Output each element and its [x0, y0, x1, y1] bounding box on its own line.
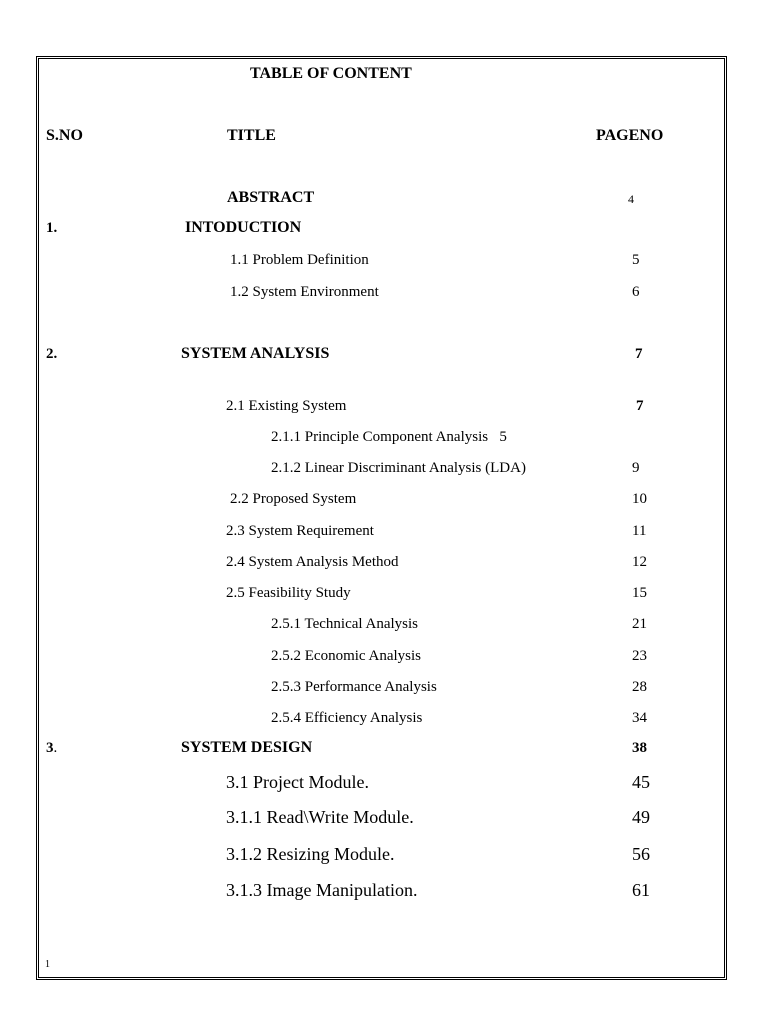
- toc-page: 7: [636, 398, 644, 414]
- toc-title: INTODUCTION: [185, 219, 302, 236]
- toc-page: 28: [632, 679, 647, 695]
- toc-title: 2.5.1 Technical Analysis: [271, 616, 418, 632]
- toc-title: 2.5 Feasibility Study: [226, 585, 351, 601]
- toc-page: 61: [632, 880, 650, 900]
- toc-title: 3.1.1 Read\Write Module.: [226, 807, 414, 827]
- toc-page: 12: [632, 554, 647, 570]
- column-header-sno: S.NO: [46, 127, 83, 144]
- toc-title: 2.5.4 Efficiency Analysis: [271, 710, 423, 726]
- toc-title: 2.5.2 Economic Analysis: [271, 648, 421, 664]
- toc-title: 3.1.3 Image Manipulation.: [226, 880, 418, 900]
- toc-page: 15: [632, 585, 647, 601]
- footer-page-number: 1: [45, 959, 50, 970]
- toc-page: 34: [632, 710, 647, 726]
- toc-title: 1.1 Problem Definition: [230, 252, 369, 268]
- toc-sno: 3.: [46, 740, 58, 756]
- toc-title: 2.2 Proposed System: [230, 491, 357, 507]
- toc-page: 4: [628, 192, 634, 206]
- toc-title: 2.1.1 Principle Component Analysis 5: [271, 429, 507, 445]
- toc-page: 9: [632, 460, 640, 476]
- toc-title: 3.1.2 Resizing Module.: [226, 844, 395, 864]
- toc-sno: 2.: [46, 346, 58, 362]
- toc-page: 38: [632, 740, 647, 756]
- page-border: [36, 56, 727, 980]
- toc-sno: 1.: [46, 220, 58, 236]
- toc-page: 7: [635, 346, 643, 362]
- toc-title: SYSTEM ANALYSIS: [181, 345, 330, 362]
- toc-page: 10: [632, 491, 647, 507]
- toc-title: 3.1 Project Module.: [226, 772, 369, 792]
- toc-page: 21: [632, 616, 647, 632]
- toc-title: 2.1 Existing System: [226, 398, 347, 414]
- toc-page: 23: [632, 648, 647, 664]
- toc-title: 2.4 System Analysis Method: [226, 554, 399, 570]
- toc-heading: TABLE OF CONTENT: [250, 65, 412, 82]
- toc-page: 5: [632, 252, 640, 268]
- column-header-title: TITLE: [227, 127, 276, 144]
- toc-title: SYSTEM DESIGN: [181, 739, 313, 756]
- toc-title: ABSTRACT: [227, 189, 315, 206]
- toc-title: 2.1.2 Linear Discriminant Analysis (LDA): [271, 460, 526, 476]
- toc-title: 2.3 System Requirement: [226, 523, 374, 539]
- column-header-pageno: PAGENO: [596, 127, 664, 144]
- toc-page: 45: [632, 772, 650, 792]
- toc-page: 49: [632, 807, 650, 827]
- toc-page: 11: [632, 523, 647, 539]
- toc-title: 1.2 System Environment: [230, 284, 379, 300]
- toc-page: 6: [632, 284, 640, 300]
- toc-page: 56: [632, 844, 650, 864]
- toc-title: 2.5.3 Performance Analysis: [271, 679, 437, 695]
